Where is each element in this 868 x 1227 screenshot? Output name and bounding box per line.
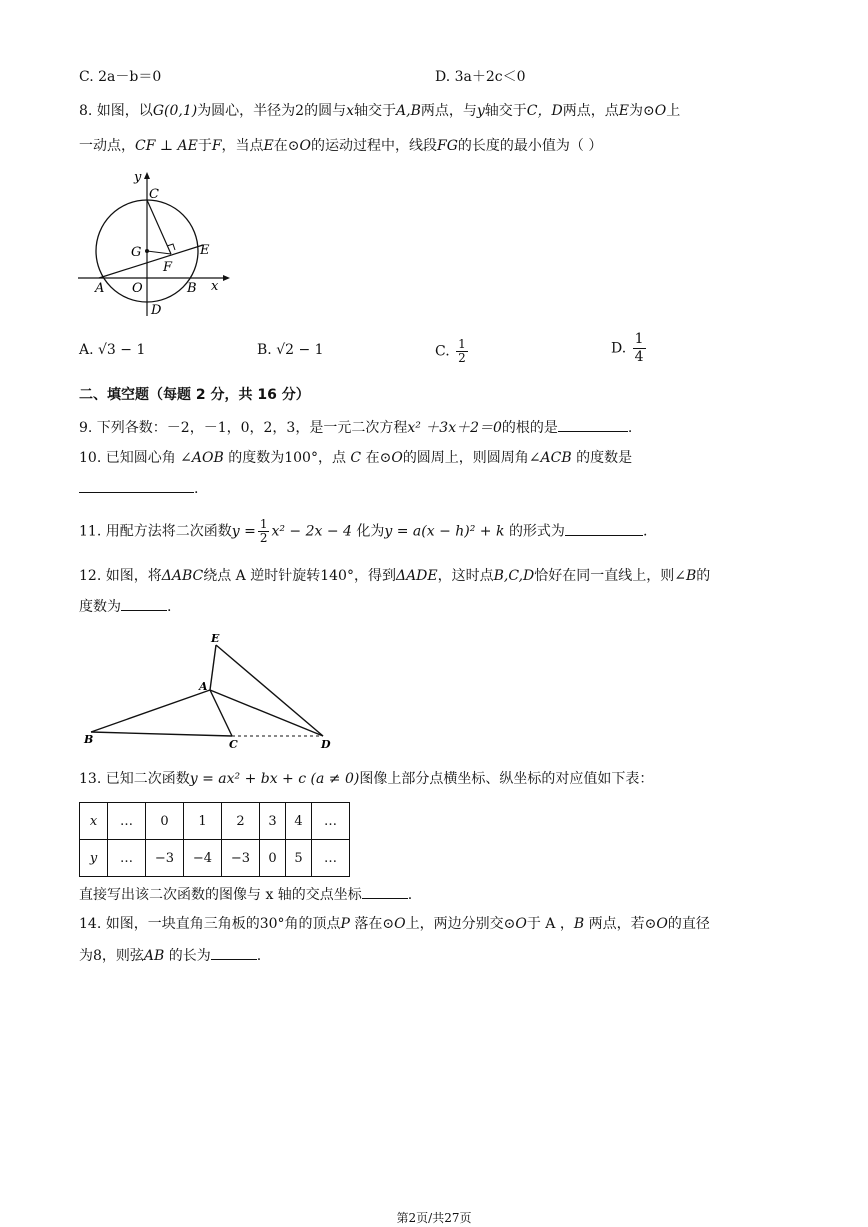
q13-line1: 13. 已知二次函数y = ax² + bx + c (a ≠ 0)图像上部分点横坐标、纵坐标的对应值如下表： (79, 771, 654, 787)
label-b: B (187, 281, 197, 296)
segment-ae (210, 645, 216, 690)
table-cell: … (312, 840, 350, 877)
q12-line2: 度数为 . (79, 596, 171, 617)
label-c: C (149, 187, 159, 202)
segment-ed (216, 645, 323, 736)
q9-answer-blank (558, 417, 628, 432)
table-cell: 4 (286, 803, 312, 840)
label-a: A (95, 281, 105, 296)
table-cell: … (108, 840, 146, 877)
section-title: 二、填空题（每题 2 分，共 16 分） (79, 387, 310, 403)
table-cell: … (312, 803, 350, 840)
label-e: E (200, 243, 210, 258)
table-cell-y-label: y (80, 840, 108, 877)
q8-option-b: B. √2 − 1 (257, 342, 324, 358)
segment-ae (99, 245, 203, 278)
table-cell: 2 (222, 803, 260, 840)
q14-answer-blank (211, 945, 257, 960)
segment-ba (91, 690, 210, 732)
q7-option-c: C. 2a－b＝0 (79, 69, 162, 85)
q8-option-d: D. $\frac{1}{4}$ (611, 331, 644, 365)
label-d: D (321, 738, 331, 751)
q9: 9. 下列各数：－2，－1，0，2，3，是一元二次方程x² ＋3x＋2＝0的根的是 . (79, 417, 632, 438)
table-cell: −3 (146, 840, 184, 877)
segment-fg (147, 251, 171, 254)
label-x: x (211, 279, 219, 294)
page-number: 第2页/共27页 (396, 1211, 472, 1225)
point-g (145, 249, 149, 253)
label-b: B (84, 733, 94, 746)
table-cell: 1 (184, 803, 222, 840)
q13-answer-blank (362, 884, 408, 899)
q10-line2: . (79, 478, 198, 499)
table-cell: −3 (222, 840, 260, 877)
q7-option-d: D. 3a＋2c＜0 (435, 69, 526, 85)
x-axis-arrow (223, 275, 230, 281)
q11: 11. 用配方法将二次函数y = $\frac{1}{2}$ x² − 2x − 4 化为y = a(x − h)² + k 的形式为 . (79, 517, 648, 545)
q8-circle-figure (75, 166, 235, 322)
table-cell: −4 (184, 840, 222, 877)
table-row-x (80, 803, 350, 840)
q14-line1: 14. 如图，一块直角三角板的30°角的顶点P 落在⊙O上，两边分别交⊙O于 A ，B 两点，若⊙O的直径 (79, 916, 710, 932)
label-d: D (151, 303, 162, 318)
table-cell: … (108, 803, 146, 840)
q13-line2: 直接写出该二次函数的图像与 x 轴的交点坐标 . (79, 884, 412, 905)
label-c: C (229, 738, 238, 751)
label-e: E (211, 632, 220, 645)
q12-triangle-figure (80, 628, 340, 752)
q8-option-c: C. $\frac{1}{2}$ (435, 337, 466, 365)
q12-line1: 12. 如图，将ΔABC绕点 A 逆时针旋转140°，得到ΔADE，这时点B,C,D恰好在同一直线上，则∠B的 (79, 568, 711, 584)
q8-option-a: A. √3 − 1 (79, 342, 146, 358)
label-f: F (163, 260, 173, 275)
segment-bc (91, 732, 232, 736)
q10-answer-blank (79, 478, 194, 493)
q10-line1: 10. 已知圆心角 ∠AOB 的度数为100°，点 C 在⊙O的圆周上，则圆周角∠ACB 的度数是 (79, 450, 633, 466)
q12-answer-blank (121, 596, 167, 611)
label-a: A (199, 680, 208, 693)
table-row-y (80, 840, 350, 877)
label-y: y (134, 170, 142, 185)
label-o: O (132, 281, 143, 296)
table-cell: 0 (146, 803, 184, 840)
q8-line2: 一动点，CF ⊥ AE于F，当点E在⊙O的运动过程中，线段FG的长度的最小值为（ ） (79, 138, 603, 154)
table-cell-x-label: x (80, 803, 108, 840)
table-cell: 3 (260, 803, 286, 840)
q13-value-table (79, 802, 350, 877)
label-g: G (131, 245, 142, 260)
table-cell: 5 (286, 840, 312, 877)
q11-answer-blank (565, 521, 643, 536)
segment-ad (210, 690, 323, 736)
q14-line2: 为8，则弦AB 的长为 . (79, 945, 261, 966)
table-cell: 0 (260, 840, 286, 877)
q8-line1: 8. 如图，以G(0,1)为圆心，半径为2的圆与x轴交于A,B两点，与y轴交于C，D两点，点E为⊙O上 (79, 103, 681, 119)
y-axis-arrow (144, 172, 150, 179)
